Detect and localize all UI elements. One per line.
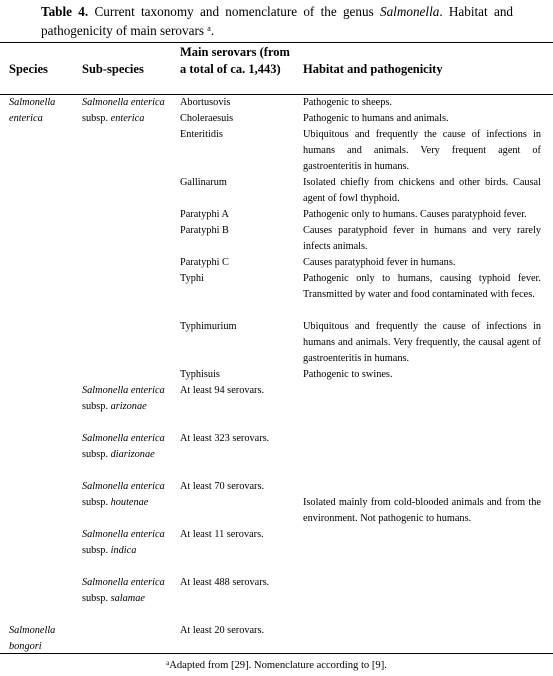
subspecies-genus: Salmonella [82,577,129,588]
serovar-cell: At least 11 serovars. [180,529,264,540]
serovar-cell: Enteritidis [180,129,223,140]
serovar-cell: Gallinarum [180,177,227,188]
habitat-cell: Pathogenic only to humans, causing typhoid fever. Transmitted by water and food contaminated with feces. [303,273,541,300]
caption-end: . [210,23,215,38]
subspecies-name: diarizonae [110,449,155,460]
serovar-cell: At least 20 serovars. [180,625,265,636]
subspecies-abbrev: subsp. [82,449,109,460]
serovar-cell: Typhi [180,273,204,284]
subspecies-cell [82,575,174,607]
serovar-cell: At least 70 serovars. [180,481,265,492]
subspecies-name: salamae [110,593,145,604]
subspecies-species: enterica [130,577,165,588]
subspecies-abbrev: subsp. [82,593,109,604]
subspecies-cell [82,383,174,415]
table-label: Table 4. [41,4,89,19]
subspecies-cell [82,527,174,559]
subspecies-genus: Salmonella [82,97,129,108]
serovar-cell: Typhisuis [180,369,220,380]
serovar-cell: Typhimurium [180,321,237,332]
serovar-cell: Choleraesuis [180,113,234,124]
header-subspecies: Sub-species [82,62,144,76]
subspecies-genus: Salmonella [82,433,129,444]
habitat-cell: Ubiquitous and frequently the cause of infections in humans and animals. Very frequent agent of gastroenteritis in humans. [303,129,541,172]
serovar-cell: At least 488 serovars. [180,577,270,588]
footnote-text: Adapted from [29]. Nomenclature according to [9]. [169,660,387,671]
subspecies-abbrev: subsp. [82,497,109,508]
subspecies-species: enterica [130,481,165,492]
header-species: Species [9,62,48,76]
subspecies-name: indica [110,545,137,556]
subspecies-abbrev: subsp. [82,401,109,412]
footnote-mark: a [166,659,170,667]
table-caption [41,2,513,40]
species-cell: Salmonella enterica [9,97,56,124]
caption-text: Current taxonomy and nomenclature of the genus [88,4,380,19]
caption-genus: Salmonella [379,4,440,19]
species-cell: Salmonella bongori [9,625,56,652]
header-main-serovars: Main serovars (from a total of ca. 1,443) [180,45,290,76]
subspecies-abbrev: subsp. [82,113,109,124]
subspecies-name: houtenae [110,497,149,508]
habitat-cell: Pathogenic to swines. [303,369,393,380]
subspecies-name: enterica [110,113,145,124]
serovar-cell: Paratyphi B [180,225,229,236]
habitat-cell: Isolated chiefly from chickens and other birds. Causal agent of fowl thyphoid. [303,177,541,204]
serovar-cell: Paratyphi C [180,257,229,268]
habitat-cell: Causes paratyphoid fever in humans and very rarely infects animals. [303,225,541,252]
subspecies-species: enterica [130,97,165,108]
subspecies-name: arizonae [110,401,147,412]
serovar-cell: Paratyphi A [180,209,229,220]
header-habitat: Habitat and pathogenicity [303,62,443,76]
serovar-cell: At least 94 serovars. [180,385,265,396]
habitat-cell: Ubiquitous and frequently the cause of infections in humans and animals. Very frequently, the causal agent of gastroenteritis in humans. [303,321,541,364]
table-bottom-rule [0,653,553,654]
subspecies-genus: Salmonella [82,529,129,540]
subspecies-abbrev: subsp. [82,545,109,556]
habitat-cell: Pathogenic to humans and animals. [303,113,449,124]
subspecies-species: enterica [130,529,165,540]
subspecies-genus: Salmonella [82,481,129,492]
serovar-cell: At least 323 serovars. [180,433,270,444]
habitat-cell: Causes paratyphoid fever in humans. [303,257,456,268]
subspecies-species: enterica [130,385,165,396]
table-top-rule [0,42,553,43]
habitat-cell: Isolated mainly from cold-blooded animals and from the environment. Not pathogenic to humans. [303,497,541,524]
serovar-cell: Abortusovis [180,97,231,108]
caption-footnote-mark: a [207,24,211,33]
caption-text-2: . Habitat and pathogenicity of main serovars [41,4,514,38]
habitat-cell: Pathogenic to sheeps. [303,97,392,108]
habitat-cell: Pathogenic only to humans. Causes paratyphoid fever. [303,209,527,220]
table-footnote [0,659,553,673]
subspecies-cell [82,431,174,463]
subspecies-cell [82,479,174,511]
subspecies-cell [82,95,174,127]
subspecies-genus: Salmonella [82,385,129,396]
subspecies-species: enterica [130,433,165,444]
